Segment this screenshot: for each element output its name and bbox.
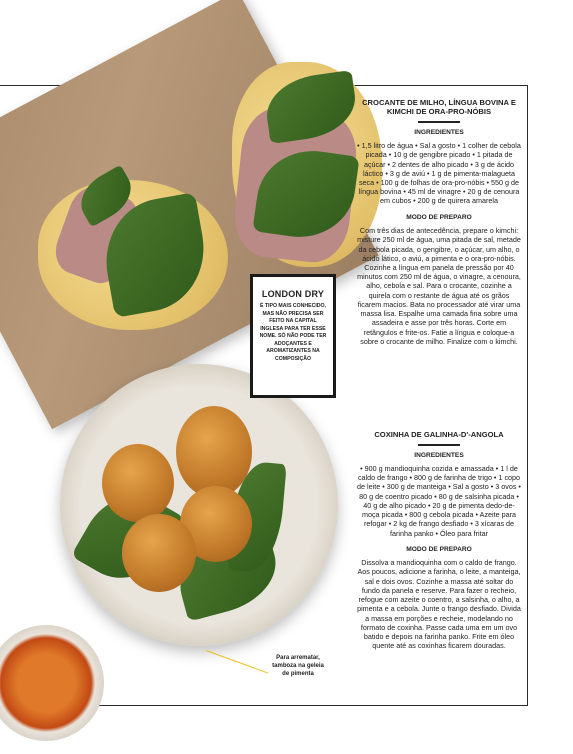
ingredients-heading: INGREDIENTES (414, 451, 464, 459)
coxinha-2 (176, 406, 252, 498)
photo-caption: Para arrematar, tamboza na geleia de pimenta (272, 655, 324, 678)
ingredients-list: • 1,5 litro de água • Sal a gosto • 1 colher de cebola picada • 10 g de gengibre picado • 1 pitada de açúcar • 2 dentes de alho picado • 3 g de ácido láctico • 3 g de aviú • 1 g de pimenta-malagueta seca • 100 g de folhas de ora-pro-nóbis • 550 g de língua bovina • 45 ml de vinagre • 20 g de cenoura em cubos • 200 g de quirera amarela (357, 141, 521, 206)
method-text: Dissolva a mandioquinha com o caldo de frango. Aos poucos, adicione a farinha, o leite, a manteiga, sal e dois ovos. Cozinhe a massa até soltar do fundo da panela e reserve. Para fazer o recheio, refogue com azeite o coentro, a salsinha, o alho, a pimenta e a cebola. Junte o frango desfiado. Divida a massa em porções e recheie, modelando no formato de coxinha. Passe cada uma em um ovo batido e depois na farinha panko. Frite em óleo quente até as coxinhas ficarem douradas. (357, 558, 521, 651)
recipe-title: CROCANTE DE MILHO, LÍNGUA BOVINA E KIMCHI DE ORA-PRO-NÓBIS (362, 98, 516, 117)
callout-box (250, 274, 336, 398)
ingredients-list: • 900 g mandioquinha cozida e amassada • 1 l de caldo de frango • 800 g de farinha de trigo • 1 copo de leite • 300 g de manteiga • Sal a gosto • 3 ovos • 80 g de coentro picado • 80 g de salsinha picada • 40 g de alho picado • 20 g de pimenta dedo-de-moça picada • 800 g cebola picada • Azeite para refogar • 2 kg de frango desfiado • 3 xícaras de farinha panko • Óleo para fritar (357, 464, 521, 538)
method-heading: MODO DE PREPARO (406, 545, 472, 553)
title-divider (418, 444, 460, 446)
method-heading: MODO DE PREPARO (406, 213, 472, 221)
ingredients-heading: INGREDIENTES (414, 128, 464, 136)
title-divider (418, 121, 460, 123)
recipe-title: COXINHA DE GALINHA-D'-ANGOLA (374, 430, 504, 439)
callout-title: LONDON DRY (261, 289, 325, 299)
callout-text: É TIPO MAIS CONHECIDO, MAS NÃO PRECISA SER FEITO NA CAPITAL INGLESA PARA TER ESSE NOME. SÓ NÃO PODE TER ADOÇANTES E AROMATIZANTES NA COMPOSIÇÃO (259, 303, 327, 362)
recipe-crocante (356, 98, 522, 354)
recipe-coxinha (356, 430, 522, 658)
coxinha-1 (102, 444, 174, 522)
method-text: Com três dias de antecedência, prepare o kimchi: misture 250 ml de água, uma pitada de sal, metade da cebola picada, o gengibre, o açúcar, um alho, o ácido lático, o aviú, a pimenta e o ora-pro-nóbis. Cozinhe a língua em panela de pressão por 40 minutos com 250 ml de água, o vinagre, a cenoura, alho, cebola e sal. Para o crocante, cozinhe a quirela com o restante de água até os grãos ficarem macios. Bata no processador até virar uma massa lisa. Espalhe uma camada fina sobre uma assadeira e asse por três horas. Corte em retângulos e frite-os. Fatie a língua e coloque-a sobre o crocante de milho. Finalize com o kimchi. (357, 226, 521, 346)
coxinha-4 (122, 514, 196, 592)
